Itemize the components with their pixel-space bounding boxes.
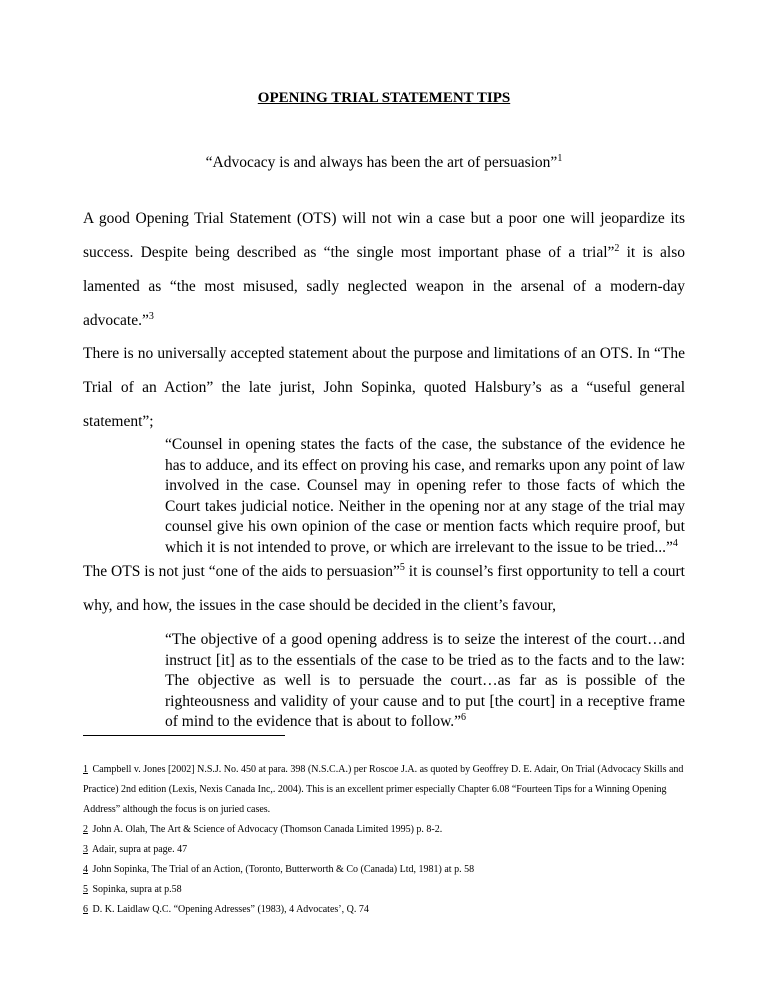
footnote-number: 1 <box>83 764 88 775</box>
block-quote-halsbury <box>165 435 685 558</box>
footnote-divider <box>83 735 285 736</box>
footnote <box>83 880 703 900</box>
quote-text: “Counsel in opening states the facts of the case, the substance of the evidence he has to adduce, and its effect on proving his case, and remarks upon any point of law involved in the case. Counsel may in opening refer to those facts of which the Court takes judicial notice. Neither in the opening nor at any stage of the trial may counsel give his own opinion of the case or mention facts which require proof, but which it is not intended to prove, or which are irrelevant to the issue to be tried...” <box>165 436 685 556</box>
paragraph-intro <box>83 202 685 338</box>
footnote-text: Sopinka, supra at p.58 <box>92 884 182 895</box>
paragraph-persuasion <box>83 555 685 623</box>
quote-text: “The objective of a good opening address is to seize the interest of the court…and instruct [it] as to the essentials of the case to be tried as to the facts and to the law: The objective as well is to persuade the court…as far as is possible of the righteousness and validity of your cause and to put [the court] in a receptive frame of mind to the evidence that is about to follow.” <box>165 631 685 730</box>
footnote <box>83 820 703 840</box>
footnote-number: 2 <box>83 824 88 835</box>
paragraph-text: The OTS is not just “one of the aids to persuasion” <box>83 563 400 580</box>
footnote-number: 6 <box>83 904 88 915</box>
footnote-text: Campbell v. Jones [2002] N.S.J. No. 450 at para. 398 (N.S.C.A.) per Roscoe J.A. as quoted by Geoffrey D. E. Adair, On Trial (Advocacy Skills and Practice) 2nd edition (Lexis, Nexis Canada Inc,. 2004). This is an excellent primer especially Chapter 6.08 “Fourteen Tips for a Winning Opening Address” although the focus is on juried cases. <box>83 764 684 815</box>
paragraph-purpose <box>83 337 685 439</box>
footnote-text: Adair, supra at page. 47 <box>91 844 188 855</box>
footnote-number: 3 <box>83 844 88 855</box>
epigraph-text: “Advocacy is and always has been the art of persuasion” <box>205 154 558 171</box>
footnote-number: 4 <box>83 864 88 875</box>
block-quote-laidlaw <box>165 630 685 733</box>
footnote-ref: 4 <box>672 537 678 549</box>
paragraph-text: it is also lamented as “the most misused, sadly neglected weapon in the arsenal of a modern-day advocate.” <box>83 244 686 329</box>
footnote-ref: 5 <box>399 561 405 573</box>
paragraph-text: There is no universally accepted statement about the purpose and limitations of an OTS. In “The Trial of an Action” the late jurist, John Sopinka, quoted Halsbury’s as a “useful general statement”; <box>83 345 685 430</box>
footnote-text: John A. Olah, The Art & Science of Advocacy (Thomson Canada Limited 1995) p. 8-2. <box>92 824 443 835</box>
footnote-number: 5 <box>83 884 88 895</box>
document-title: OPENING TRIAL STATEMENT TIPS <box>257 90 511 106</box>
footnote-ref: 3 <box>148 310 154 322</box>
footnote-ref: 2 <box>614 242 620 254</box>
paragraph-text: it is counsel’s first opportunity to tell a court why, and how, the issues in the case should be decided in the client’s favour, <box>83 563 685 614</box>
footnote-text: John Sopinka, The Trial of an Action, (Toronto, Butterworth & Co (Canada) Ltd, 1981) at p. 58 <box>92 864 475 875</box>
footnote-ref: 1 <box>557 152 563 164</box>
epigraph <box>0 154 768 172</box>
footnote <box>83 860 703 880</box>
footnote <box>83 760 703 820</box>
footnote-text: D. K. Laidlaw Q.C. “Opening Adresses” (1983), 4 Advocates’, Q. 74 <box>92 904 369 915</box>
footnote <box>83 840 703 860</box>
footnote <box>83 900 703 920</box>
paragraph-text: A good Opening Trial Statement (OTS) will not win a case but a poor one will jeopardize its success. Despite being described as “the single most important phase of a trial” <box>83 210 685 261</box>
footnotes <box>83 760 703 920</box>
footnote-ref: 6 <box>461 711 467 723</box>
